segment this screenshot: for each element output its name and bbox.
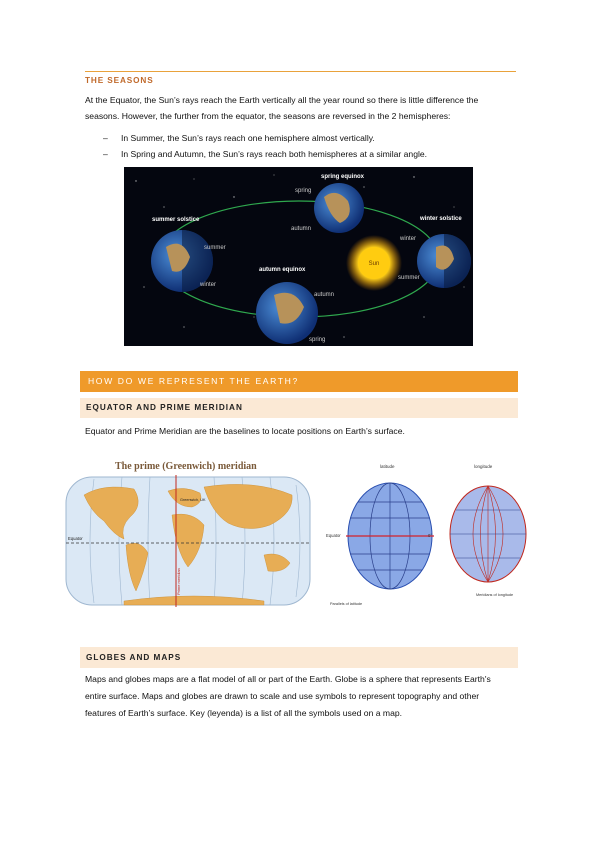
summer-left-label: summer — [204, 245, 226, 251]
globe-zero-label: 0° — [428, 533, 433, 538]
equator-heading-band — [80, 398, 518, 418]
represent-banner-title: HOW DO WE REPRESENT THE EARTH? — [88, 376, 299, 386]
globes-heading-band — [80, 647, 518, 668]
winter-left-label: winter — [200, 282, 217, 288]
globes-paragraph-line: Maps and globes maps are a flat model of all or part of the Earth. Globe is a sphere that represents Earth's — [85, 674, 491, 684]
seasons-paragraph-line: seasons. However, the further from the equator, the seasons are reversed in the 2 hemispheres: — [85, 111, 451, 121]
spring-top-label: spring — [295, 188, 312, 194]
map-equator-label: Equator — [68, 536, 83, 541]
globes-figure — [328, 460, 544, 608]
globes-paragraph-line: entire surface. Maps and globes are drawn to scale and use symbols to represent topography and other — [85, 691, 480, 701]
seasons-paragraph-line: At the Equator, the Sun’s rays reach the Earth vertically all the year round so there is little difference the — [85, 95, 479, 105]
map-prime-label: Prime meridian — [176, 568, 181, 595]
represent-banner — [80, 371, 518, 392]
equator-paragraph: Equator and Prime Meridian are the baselines to locate positions on Earth’s surface. — [85, 426, 405, 436]
prime-meridian-map — [64, 455, 314, 607]
equator-heading: EQUATOR AND PRIME MERIDIAN — [86, 403, 243, 412]
winter-right-label: winter — [400, 236, 417, 242]
spring-equinox-label: spring equinox — [321, 174, 365, 180]
globe-right-caption: Meridians of longitude — [476, 593, 514, 597]
globes-paragraph — [85, 671, 525, 722]
globes-heading: GLOBES AND MAPS — [86, 653, 182, 662]
autumn-equinox-label: autumn equinox — [259, 267, 306, 273]
globe-left-top-label: latitude — [380, 464, 395, 469]
list-item: – In Summer, the Sun’s rays reach one hemisphere almost vertically. — [103, 133, 375, 143]
autumn-top-label: autumn — [291, 226, 312, 232]
sun-label: Sun — [368, 261, 380, 267]
globe-right-top-label: longitude — [474, 464, 493, 469]
summer-solstice-label: summer solstice — [152, 217, 200, 223]
winter-solstice-label: winter solstice — [420, 216, 462, 222]
globe-equator-label: Equator — [326, 533, 341, 538]
summer-right-label: summer — [398, 275, 420, 281]
seasons-paragraph — [85, 92, 525, 124]
globe-left-caption: Parallels of latitude — [330, 602, 363, 606]
autumn-bottom-label: autumn — [314, 292, 335, 298]
seasons-diagram — [124, 167, 473, 346]
globes-paragraph-line: features of Earth’s surface. Key (leyenda) is a list of all the symbols used on a map. — [85, 708, 403, 718]
map-greenwich-label: Greenwich, UK — [180, 498, 206, 502]
seasons-bullet-list — [103, 131, 523, 161]
spring-bottom-label: spring — [309, 337, 326, 343]
map-title: The prime (Greenwich) meridian — [115, 461, 257, 472]
list-item: – In Spring and Autumn, the Sun’s rays reach both hemispheres at a similar angle. — [103, 149, 428, 159]
seasons-heading: THE SEASONS — [85, 76, 154, 85]
section-divider — [85, 71, 516, 72]
